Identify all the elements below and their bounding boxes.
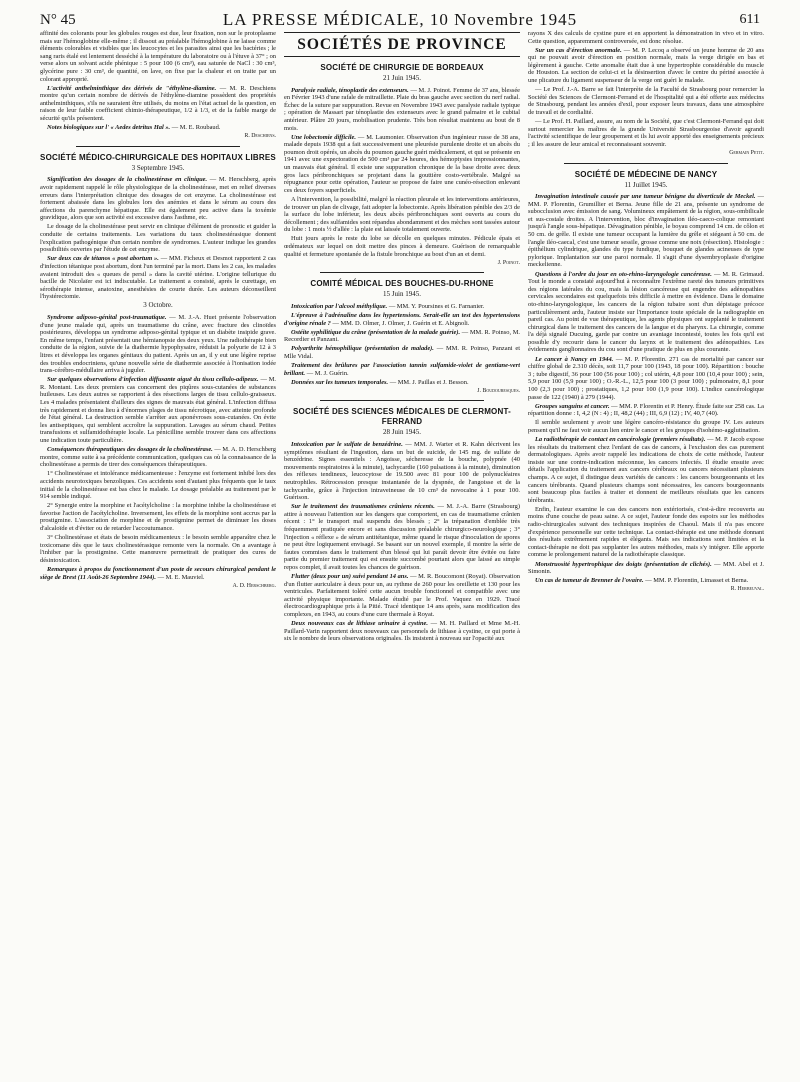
abstract xyxy=(284,345,520,360)
signature: J. Poinot. xyxy=(497,259,520,266)
paragraph: Le dosage de la cholinestérase peut servir en clinique d'élément de pronostic et guider la conduite de certains traitements. Les variations du taux cholinestérasique donnent l'explication pathogénique d'un certain nombre de syndromes. L'auteur indique les grandes possibilités ouvertes par l'étude de cet enzyme. xyxy=(40,223,276,254)
abstract-body: rapportent deux nouveaux cas personnels de lithiase à cystine, ce qui porte à six le nombre de leurs observations originales. Ils insistent à nouveau sur l'opacité aux xyxy=(284,627,520,643)
paragraph: affinité des colorants pour les globules rouges est due, leur fixation, non sur le protoplasme mais sur l'hémoglobine elle-même ; il dissout au préalable l'hémoglobine à ne laisse comme éléments colorables et visibles que les leucocytes et les parasites ainsi que les bactéries ; le sang raris étalé est lentement desséché à la température du laboratoire ou à l'étuve à 37° ; on verse alors un solvant acide phénique : 5 pour 100 (6 cm³), eau saturée de NaCl : 30 cm³, glycérine pure : 30 cm³, de quantité, on lave, on fixe par la chaleur et on traite par un colorant approprié. xyxy=(40,30,276,83)
abstract-title: Flutter (deux pour un) suivi pendant 14 ans. xyxy=(291,573,409,581)
abstract xyxy=(40,85,276,123)
society-heading: COMITÉ MÉDICAL DES BOUCHES-DU-RHONE xyxy=(310,279,494,289)
abstract-title: Un cas de tumeur de Brenner de l'ovaire. xyxy=(535,577,644,585)
issue-number: N° 45 xyxy=(40,12,76,28)
paragraph: 3° Cholinestérase et états de besoin médicamenteux : le besoin semble apparaître chez le toxicomane dès que le taux cholinestérasique remonte vers la normale. On a avantage à l'inhiber par la prostigmine. Cette manœuvre permettrait de pratiquer des cures de désintoxication. xyxy=(40,534,276,564)
abstract-title: Sur quelques observations d'infection diffusante aiguë du tissu cellulo-adipeux. xyxy=(47,376,259,384)
abstract xyxy=(528,193,764,269)
divider xyxy=(284,32,520,33)
abstract xyxy=(528,403,764,418)
abstract-title: Deux nouveaux cas de lithiase urinaire à cystine. xyxy=(291,620,428,628)
abstract xyxy=(284,620,520,643)
abstract-title: Signification des dosages de la cholinestérase en clinique. xyxy=(47,176,208,184)
abstract-author: — M. R. Grimaud. xyxy=(711,270,764,278)
divider xyxy=(76,146,240,147)
society-heading: SOCIÉTÉ DE MÉDECINE DE NANCY xyxy=(574,169,718,179)
abstract-author: — MM. P. Florentin, Grumillier et Berna. xyxy=(528,193,764,208)
abstract-author: — MM. P. Florentin, Limasset et Berna. xyxy=(643,577,749,585)
abstract-title: Le cancer à Nancy en 1944. xyxy=(535,355,614,363)
abstract-title: Données sur les tumeurs temporales. xyxy=(291,378,389,386)
abstract-author: — M. R. Montant. xyxy=(40,376,276,391)
abstract-author: — M. P. Jacob xyxy=(705,436,745,443)
abstract-title: Invagination intestinale causée par une tumeur bénigne du diverticule de Meckel. xyxy=(535,193,756,201)
abstract-title: Intoxication par l'alcool méthylique. xyxy=(291,302,388,310)
page-header xyxy=(40,6,760,28)
abstract-title: Une lobectomie difficile. xyxy=(291,133,356,141)
abstract xyxy=(284,441,520,502)
abstract-body: rapportent 2 cas d'infection tétanique post abortum, dont l'un terminé par la mort. Dans les 2 cas, les malades avaient introduit des « queues de persil » dans la cavité utérine. L'origine tellurique du bacille de Nicolaïer est ici indiscutable. Le traitement a consisté, après le curettage, en sérothérapie intense, anatoxine, anesthésies de courte durée. Les auteurs déconseillent l'hystérectomie. xyxy=(40,255,276,301)
abstract-title: Groupes sanguins et cancer. xyxy=(535,402,610,410)
abstract xyxy=(40,446,276,469)
abstract-body: Jeune fille de 21 ans, présente un syndrome de subocclusion avec émission de sang. Volumineux empâtement de la région, sous-ombilicale et sus-costale droites. A l'intervention, bloc d'invagination iléo-caeco-colique remontant jusqu'à l'angle sous-hépatique. Dévagination pénible, le boyau comprend 14 cm. de côlon et 50 cm. de grêle. Il existe une tumeur occupant la lumière du grêle et siégeant à 50 cm. de l'angle iléo-caecal, c'est une tumeur sessile, grosse comme une noix (résection). Histologie : épithélium cylindrique, glandes du type fundique, bouquet de glandes acineuses de type pylorique. Implantation sur une paroi normale. Il s'agit d'une dysembryoplasie d'origine meckelienne. xyxy=(528,200,764,269)
abstract-body: présente l'observation d'une jeune malade qui, après un traumatisme du crâne, avec fracture des clinoïdes postérieures, développa un syndrome adiposo-génital typique et un diabète insipide grave. En même temps, l'enfant présentait une hémianopsie des deux yeux. Une radiothérapie bien conduite de la région, suivie de la diathermie hypophysaire, réduisit la polyurie de 12 à 3 litres et développa les organes génitaux du patient. Après un an, il y eut une légère reprise des troubles endocriniens, qu'une nouvelle série de diathermie associée à l'ionisation iodée trans-cérébro-médullaire arriva à juguler. xyxy=(40,314,276,375)
abstract xyxy=(40,566,276,581)
paragraph: rayons X des calculs de cystine pure et en apportent la démonstration in vivo et in vitro. Cette question, apparemment controversée, est donc résolue. xyxy=(528,30,764,45)
signature: Germain Petit. xyxy=(729,149,764,156)
divider xyxy=(320,400,484,401)
session-date: 15 Juin 1945. xyxy=(383,290,421,299)
abstract-body: 271 cas de mortalité par cancer sur chiffre global de 2.310 décès, soit 11,7 pour 100 (1943, 18 pour 100). Répartition : bouche 3 ; tube digestif, 36 pour 100 (56 pour 100) ; col utérin, 4,8 pour 100 (10,4 pour 100) ; sein, 5,9 pour 100 (5,9 pour 100) ; O.-R.-L., 12,5 pour 100 (3 pour 100) ; pulmonaire, 8,1 pour 100 (2,3 pour 100) ; prostatiques, 1,2 pour 100 (1,9 pour 100). L'indice cancérologique passe de 122 (1940) à 279 (1944). xyxy=(528,355,764,401)
abstract-title: Notes biologiques sur l' « Aedes detritus Hal ». xyxy=(47,124,171,132)
abstract-body: montre qu'un certain nombre de dérivés de l'éthylène-diamine possèdent des propriétés anthelminthiques, s'ils ne sauraient être utilisés, du moins en l'état actuel de la question, en raison de leur faible coefficient chimio-thérapeutique, 1/2 à 1/3, et de la faible marge de sécurité qu'ils présentent. xyxy=(40,92,276,123)
abstract-body: Femme de 37 ans, blessée en Février 1943 d'une rafale de mitraillette. Plaie du bras gauche avec section du nerf radial. Échec de la suture par suppuration. Revue en Novembre 1943 avec paralysie radiale typique ; opération de Massart par ténoplastie des extenseurs avec le grand palmaire et le cubital antérieur. Plâtre 20 jours, mobilisation prudente. Très bon résultat maintenu au bout de 8 mois. xyxy=(284,86,520,132)
abstract xyxy=(528,436,764,504)
abstract xyxy=(40,176,276,222)
abstract-title: La radiothérapie de contact en cancérologie (premiers résultats). xyxy=(535,436,706,443)
abstract-author: — M. E. Roubaud. xyxy=(170,124,221,132)
abstract-author: — M. J.-A. Huet xyxy=(166,314,217,321)
abstract-title: Paralysie radiale, ténoplastie des extenseurs. xyxy=(291,86,409,94)
abstract-author: — MM. J. Paillas et J. Besson. xyxy=(388,378,469,386)
abstract-author: — M. R. Boucomont xyxy=(408,573,465,581)
abstract-author: — MM. Abel et J. Simonin. xyxy=(528,560,764,576)
abstract xyxy=(40,376,276,444)
session-date: 21 Juin 1945. xyxy=(383,74,421,82)
abstract xyxy=(284,503,520,571)
abstract-author: — MM. Y. Poursines et G. Farnanier. xyxy=(387,302,485,310)
column-1 xyxy=(40,30,276,1076)
abstract-body: décrivent les symptômes résultant de l'ingestion, dans un but de suicide, de 145 mg. de sulfate de benzédrine. Signes essentiels : Angoisse, sécheresse de la bouche, polypnée (40 mouvements respiratoires à la minute), tachycardie (160 pulsations à la minute), diminution des réflexes tendineux, leucocytose de 19.500 avec 81 pour 100 de polynucléaires neutrophiles. Rétrocession presque instantanée de la dyspnée, de l'angoisse et de la tachycardie, grâce à l'injection intraveineuse de 10 cm³ de novocaïne à 1 pour 100. Guérison. xyxy=(284,440,520,502)
paragraph: — Le Prof. J.-A. Barre se fait l'interprète de la Faculté de Strasbourg pour remercier la Société des Sciences de Clermont-Ferrand et de l'hospitalité qui a été offerte aux médecins de Strasbourg, pendant les années d'exil, pour exposer leurs travaux, dans une atmosphère de travail et de cordialité. xyxy=(528,86,764,116)
abstract-author: — M. A. D. Herschberg xyxy=(212,446,276,454)
abstract xyxy=(284,312,520,327)
society-heading: SOCIÉTÉ DES SCIENCES MÉDICALES DE CLERMONT-FERRAND xyxy=(293,407,511,427)
abstract-body: Observation d'un ingénieur russe de 38 ans, malade depuis 1938 qui a fait successivement une pleurésie purulente droite et un abcès du poumon droit opérés, un abcès du poumon gauche guéri médicalement, et qui se présente en 1941 avec une expectoration de 500 cm³ par 24 heures, des hémoptysies impressionnantes, un mauvais état général. Il existe une suppuration chronique de la base droite avec deux gros lacs péribronchiques se projetant dans la gouttière costo-vertébrale. Malgré sa répugnance pour cette opération, l'auteur se propose de faire une cunéo-résection enlevant ces deux foyers superficiels. xyxy=(284,133,520,194)
abstract-author: — MM. J. Warter et R. Kahn xyxy=(402,440,485,448)
abstract-body: (Strasbourg) attire à nouveau l'attention sur les dangers que comportent, en cas de traumatisme crânien récent : 1° le transport mal suspendu des blessés ; 2° la trépanation d'emblée très fréquemment pratiquée encore et sans discussion préalable chirurgico-neurologique ; 3° l'injection « réflexe » de sérum antitétanique, même quand le risque d'inoculation de spores ne peut être logiquement envisagé. Se basant sur un nouvel exemple, il montre la série de fautes commises dans le traitement d'un blessé qui lui paraît devoir être évitée ou faire partie du premier traitement qui est ensuite succombé pourtant alors que laissé au simple repos complet, il avait toutes les chances de guérison. xyxy=(284,503,520,571)
column-2 xyxy=(284,30,520,1076)
abstract-author: — M. J. Poinot. xyxy=(408,86,452,94)
abstract-body: expose les résultats du traitement chez l'enfant de cas de cancers, à l'exclusion des cas purement dermatologiques. Après avoir rappelé les indications de choix de cette méthode, l'auteur insiste sur une contre-indication méconnue, les cancers infectés. Il étudie ensuite avec détails l'application du traitement aux cancers cérébraux ou cancers nécessitant plusieurs champs. A ce sujet, il distingue deux variétés de cancers : les cancers bourgeonnants et les cancers térébrants. Quand plusieurs champs sont nécessaires, les cancers bourgeonnants sont beaucoup plus faciles à traiter et donnent de meilleurs résultats que les cancers térébrants. xyxy=(528,436,764,504)
abstract xyxy=(284,362,520,377)
abstract-author: — M. J.-A. Barre xyxy=(434,503,486,511)
abstract-body: (Royat). Observation d'un flutter auriculaire à deux pour un, au rythme de 260 pour les oreillette et 130 pour les ventricules. Parfaitement toléré cette aucun trouble fonctionnel et compatible avec une activité physique importante. Malade étudié par le Prof. Vaquez en 1929. Tracé électrocardiographique pris à la Pitié. Tracé identique 14 ans après, sans modification des complexes, en 1943, au cours d'une cure thermale à Royat. xyxy=(284,573,520,619)
abstract xyxy=(528,271,764,355)
society-heading: SOCIÉTÉ DE CHIRURGIE DE BORDEAUX xyxy=(320,63,484,72)
session-date: 3 Septembre 1945. xyxy=(131,163,185,172)
abstract-author: — MM. R. Poinso, Panzani et Mlle Vidal. xyxy=(284,345,520,360)
abstract xyxy=(284,329,520,344)
column-3 xyxy=(528,30,764,1076)
section-title: SOCIÉTÉS DE PROVINCE xyxy=(297,36,507,53)
abstract-body: montre, comme suite à sa précédente communication, quelques cas où la connaissance de la cholinestérase a permis de tirer des conséquences thérapeutiques. xyxy=(40,453,276,469)
divider xyxy=(284,56,520,57)
abstract-title: Syndrome adiposo-génital post-traumatique. xyxy=(47,314,167,321)
abstract-author: — MM. D. Olmer, J. Olmer, J. Guérin et E. Abignoli. xyxy=(330,319,470,327)
abstract-body: après avoir rapidement rappelé le rôle physiologique de la cholinestérase, met en relief diverses erreurs dans l'interprétation clinique des dosages de cet enzyme. La cholinestérase est fortement abaissée dans les globules lors des anémies et dans le sérum au cours des affections du parenchyme hépatique. Elle est également peu active dans la toxémie gravidique, alors que son activité est excessive dans l'asthme, etc. xyxy=(40,176,276,222)
abstract-title: Sur le traitement des traumatismes crâniens récents. xyxy=(291,503,435,511)
abstract xyxy=(40,314,276,375)
abstract xyxy=(40,124,276,132)
abstract-title: Intoxication par le sulfate de benzédrine. xyxy=(291,440,403,448)
abstract-author: — M. R. Deschiens xyxy=(216,84,276,92)
paragraph: A l'intervention, la possibilité, malgré la réaction pleurale et les interventions antérieures, de trouver un plan de clivage, fait adopter la lobectomie. Après libération pénible des 2/3 de la surface du lobe inférieur, les deux abcès péribronchiques sont ouverts au cours du décollement ; des sulfamides sont répandus abondamment et des mèches sont tassées autour du lobe : 1 mois ½ d'allée : la plaie est laissée totalement ouverte. xyxy=(284,195,520,234)
abstract-body: Étude faite sur 258 cas. La répartition donne : I, 4,2 (N : 4) ; II, 48,2 (44) ; III, 6,9 (12) ; IV, 40,7 (40). xyxy=(528,402,764,418)
abstract-title: Ostéite syphilitique du crâne (présentation de la malade guérie). xyxy=(291,328,461,336)
abstract-title: Remarques à propos du fonctionnement d'un poste de secours chirurgical pendant le siège de Brest (11 Août-26 Septembre 1944). xyxy=(40,566,276,581)
abstract-title: L'activité anthelminthique des dérivés de "éthylène-diamine. xyxy=(47,84,217,92)
paragraph: 2° Synergie entre la morphine et l'acétylcholine : la morphine inhibe la cholinestérase et favorise l'action de l'acétylcholine. Inversement, les effets de la morphine sont accrus par la prostigmine. L'association de morphine et de prostigmine permet de diminuer les doses d'alcaloïde et d'éviter ou de retarder l'accoutumance. xyxy=(40,502,276,533)
abstract xyxy=(284,87,520,133)
abstract-title: Sur un cas d'érection anormale. xyxy=(535,46,622,54)
signature: A. D. Herschberg. xyxy=(232,582,276,589)
abstract-author: — M. P. Lecoq xyxy=(621,46,665,54)
abstract-body: Les deux premiers cas concernent des piqûres sous-cutanées de substances huileuses. Les deux autres se rapportent à des résections larges de tissu cellulo-graisseux. Les 4 malades présentaient d'ailleurs des signes de mauvais état général. L'infection diffusa très rapidement et donna lieu à d'énormes plages de tissu nécrotique, avec atteinte profonde de l'état général. La destruction semble s'arrêter aux aponévroses sous-cutanées. On évite les antiseptiques, qui semblent accroître la suppuration. Lavages au sérum chaud. Petites transfusions et sulfamidothérapie locale. La pénicilline semble trouver dans ces affections une indication toute particulière. xyxy=(40,383,276,444)
abstract-author: — M. E. Mauviel. xyxy=(156,573,205,581)
page-number: 611 xyxy=(739,12,760,27)
paragraph: Enfin, l'auteur examine le cas des cancers non extériorisés, c'est-à-dire recouverts au moins d'une couche de peau saine. A ce sujet, l'auteur fonde des espoirs sur les méthodes radio-chirurgicales suivant des techniques inspirées de Chaoul. Mais il n'a pas encore d'expérience personnelle sur cette technique. La contact-thérapie est une méthode donnant des résultats extrêmement rapides et élégants. Mais ses indications sont limitées et la contact-thérapie ne doit pas supplanter les autres méthodes, mais s'y intégrer. Elle apporte comme le prolongement naturel de la radiothérapie classique. xyxy=(528,505,764,559)
abstract-title: Traitement des brûlures par l'association tannin sulfamide-violet de gentiane-vert brillant. xyxy=(284,362,520,377)
abstract xyxy=(528,47,764,85)
abstract xyxy=(284,303,520,311)
paragraph: — Le Prof. H. Paillard, assure, au nom de la Société, que c'est Clermont-Ferrand qui doit surtout remercier les maîtres de la grande Université Strasbourgeoise d'avoir agrandi l'activité scientifique de leur groupement et ils lui avoir apporté des enseignements précieux ; il les assure de leur amical et reconnaissant souvenir. xyxy=(528,118,764,148)
abstract-author: — M. Herschberg, xyxy=(207,176,260,184)
abstract-title: L'épreuve à l'adrénaline dans les hypertensions. Serait-elle un test des hypertensions d'origine rénale ? xyxy=(284,311,520,327)
abstract-title: Conséquences thérapeutiques des dosages de la cholinestérase. xyxy=(47,446,213,454)
session-date: 3 Octobre. xyxy=(143,301,173,310)
abstract-title: Polyarthrite hémophilique (présentation de malade). xyxy=(291,345,434,353)
society-heading: SOCIÉTÉ MÉDICO-CHIRURGICALE DES HOPITAUX LIBRES xyxy=(40,152,276,162)
paragraph: Il semble seulement y avoir une légère cancéro-résistance du groupe IV. Les auteurs pensent qu'il ne faut voir aucun lien entre le cancer et les groupes d'isohémo-agglutination. xyxy=(528,419,764,434)
abstract xyxy=(284,134,520,195)
abstract-author: — M. H. Paillard et Mme M.-H. Paillard-Varin xyxy=(284,620,520,635)
paragraph: 1° Cholinestérase et intolérance médicamenteuse : l'enzyme est fortement inhibé lors des accidents neurotoxiques benzoliques. Ces accidents sont d'autant plus fréquents que le taux initial de la cholinestérase est bas chez le malade. Le dosage préalable au traitement par le 914 semble indiqué. xyxy=(40,470,276,501)
abstract-author: — MM. Ficheux et Desmot xyxy=(158,255,233,263)
abstract-author: — M. J. Guérin. xyxy=(305,369,349,377)
signature: J. Boudouresques. xyxy=(477,387,520,394)
abstract-author: — MM. R. Poinso, M. Recordier et Panzani. xyxy=(284,328,520,344)
session-date: 28 Juin 1945. xyxy=(383,428,421,437)
signature: R. Deschiens. xyxy=(244,133,276,140)
abstract-title: Questions à l'ordre du jour en oto-rhino-laryngologie cancéreuse. xyxy=(535,270,712,278)
abstract xyxy=(284,573,520,619)
abstract-body: a observé un jeune homme de 20 ans qui ne pouvait avoir d'érection en position normale, mais la verge dirigée en bas et légèrement à gauche. Cette anomalie était due à une hypertrophie considérable du muscle de Houston. La section de celui-ci et la désinsertion d'avec le centre du périné associée à une plicature du ligament suspenseur de la verge ont guéri le malade. xyxy=(528,46,764,85)
abstract-title: Sur deux cas de tétanos « post abortum ». xyxy=(47,255,159,263)
signature: R. Herbeuval. xyxy=(730,586,764,593)
abstract-author: — MM. P. Florentin et P. Henry. xyxy=(609,402,695,410)
session-date: 11 Juillet 1945. xyxy=(624,180,668,189)
abstract-body: Tout le monde a constaté aujourd'hui à reconnaître l'extrême rareté des tumeurs primitives des régions latérales du cou, mais la lésion cancéreuse qui engendre des adénopathies cervicales secondaires est quelquefois très difficile à mettre en évidence. Dans le domaine oto-rhino-laryngologique, les cancers de la région tubaire sont d'un dépistage précoce particulièrement ardu, l'auteur insiste sur l'importance toute spéciale de la radiographie en pareil cas. Au point de vue thérapeutique, les agents physiques ont supplanté le traitement chirurgical dans le traitement des cancers de la langue et du pharynx. La chirurgie, comme l'a déjà signalé Ducuing, garde par contre un avantage incontesté, toutes les fois qu'il est possible d'y recourir dans le cancer du larynx et le traitement des adénopathies. Les évidements ganglionnaires du cou sont d'une pratique de plus en plus courante. xyxy=(528,278,764,354)
abstract xyxy=(528,356,764,402)
abstract-title: Monstruosité hypertrophique des doigts (présentation de clichés). xyxy=(535,560,712,568)
divider xyxy=(320,272,484,273)
paragraph: Huit jours après le reste du lobe se décolle en quelques minutes. Pédicule épais et œdémateux sur lequel on doit mettre des pinces à demeure. Guérison de remarquable qualité et fermeture spontanée de la fistule bronchique au bout d'un an et demi. xyxy=(284,235,520,258)
abstract-author: — M. P. Florentin. xyxy=(613,355,667,363)
abstract xyxy=(528,577,764,585)
divider xyxy=(564,163,728,164)
journal-title: LA PRESSE MÉDICALE, 10 Novembre 1945 xyxy=(222,10,578,29)
abstract-author: — M. Laumonier. xyxy=(355,133,405,141)
abstract xyxy=(528,561,764,576)
abstract xyxy=(40,255,276,301)
abstract xyxy=(284,379,520,387)
